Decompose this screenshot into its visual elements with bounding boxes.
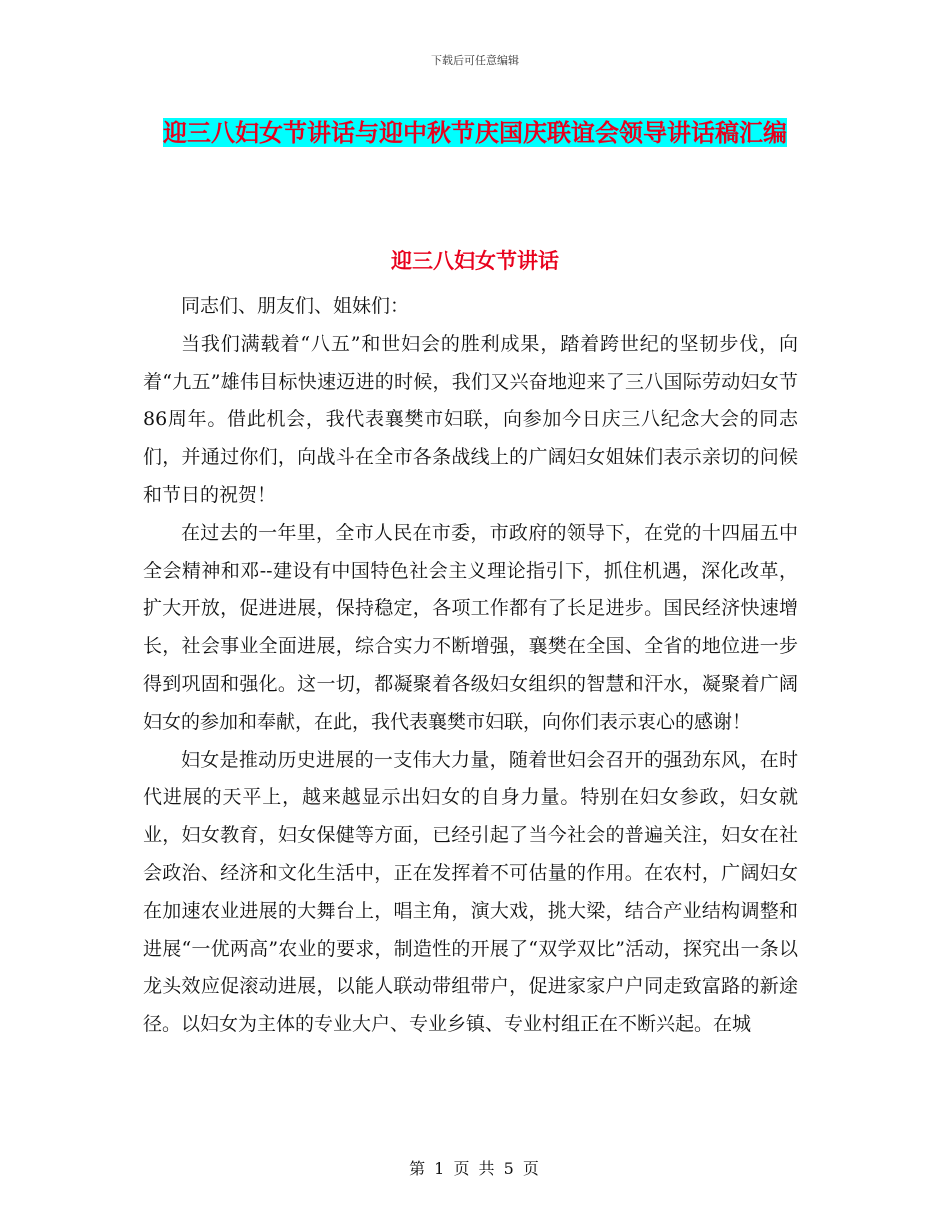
document-body bbox=[143, 288, 798, 1044]
page-header-note: 下载后可任意编辑 bbox=[431, 54, 519, 67]
body-paragraph: 在过去的一年里，全市人民在市委，市政府的领导下，在党的十四届五中全会精神和邓--建设有中国特色社会主义理论指引下，抓住机遇，深化改革，扩大开放，促进进展，保持稳定，各项工作都有了长足进步。国民经济快速增长，社会事业全面进展，综合实力不断增强，襄樊在全国、全省的地位进一步得到巩固和强化。这一切，都凝聚着各级妇女组织的智慧和汗水，凝聚着广阔妇女的参加和奉献，在此，我代表襄樊市妇联，向你们表示衷心的感谢！ bbox=[143, 521, 798, 733]
document-title bbox=[150, 108, 800, 157]
page-number-footer: 第 1 页 共 5 页 bbox=[409, 1159, 541, 1178]
section-title: 迎三八妇女节讲话 bbox=[391, 248, 559, 273]
body-paragraph: 妇女是推动历史进展的一支伟大力量，随着世妇会召开的强劲东风，在时代进展的天平上，越来越显示出妇女的自身力量。特别在妇女参政，妇女就业，妇女教育，妇女保健等方面，已经引起了当今社会的普遍关注，妇女在社会政治、经济和文化生活中，正在发挥着不可估量的作用。在农村，广阔妇女在加速农业进展的大舞台上，唱主角，演大戏，挑大梁，结合产业结构调整和进展“一优两高”农业的要求，制造性的开展了“双学双比”活动，探究出一条以龙头效应促滚动进展，以能人联动带组带户，促进家家户户同走致富路的新途径。以妇女为主体的专业大户、专业乡镇、专业村组正在不断兴起。在城 bbox=[143, 748, 798, 1036]
body-paragraph: 同志们、朋友们、姐妹们： bbox=[181, 295, 410, 317]
body-paragraph: 当我们满载着“八五”和世妇会的胜利成果，踏着跨世纪的坚韧步伐，向着“九五”雄伟目标快速迈进的时候，我们又兴奋地迎来了三八国际劳动妇女节86周年。借此机会，我代表襄樊市妇联，向参加今日庆三八纪念大会的同志们，并通过你们，向战斗在全市各条战线上的广阔妇女姐妹们表示亲切的问候和节日的祝贺！ bbox=[143, 332, 798, 506]
document-title-text: 迎三八妇女节讲话与迎中秋节庆国庆联谊会领导讲话稿汇编 bbox=[163, 118, 787, 147]
